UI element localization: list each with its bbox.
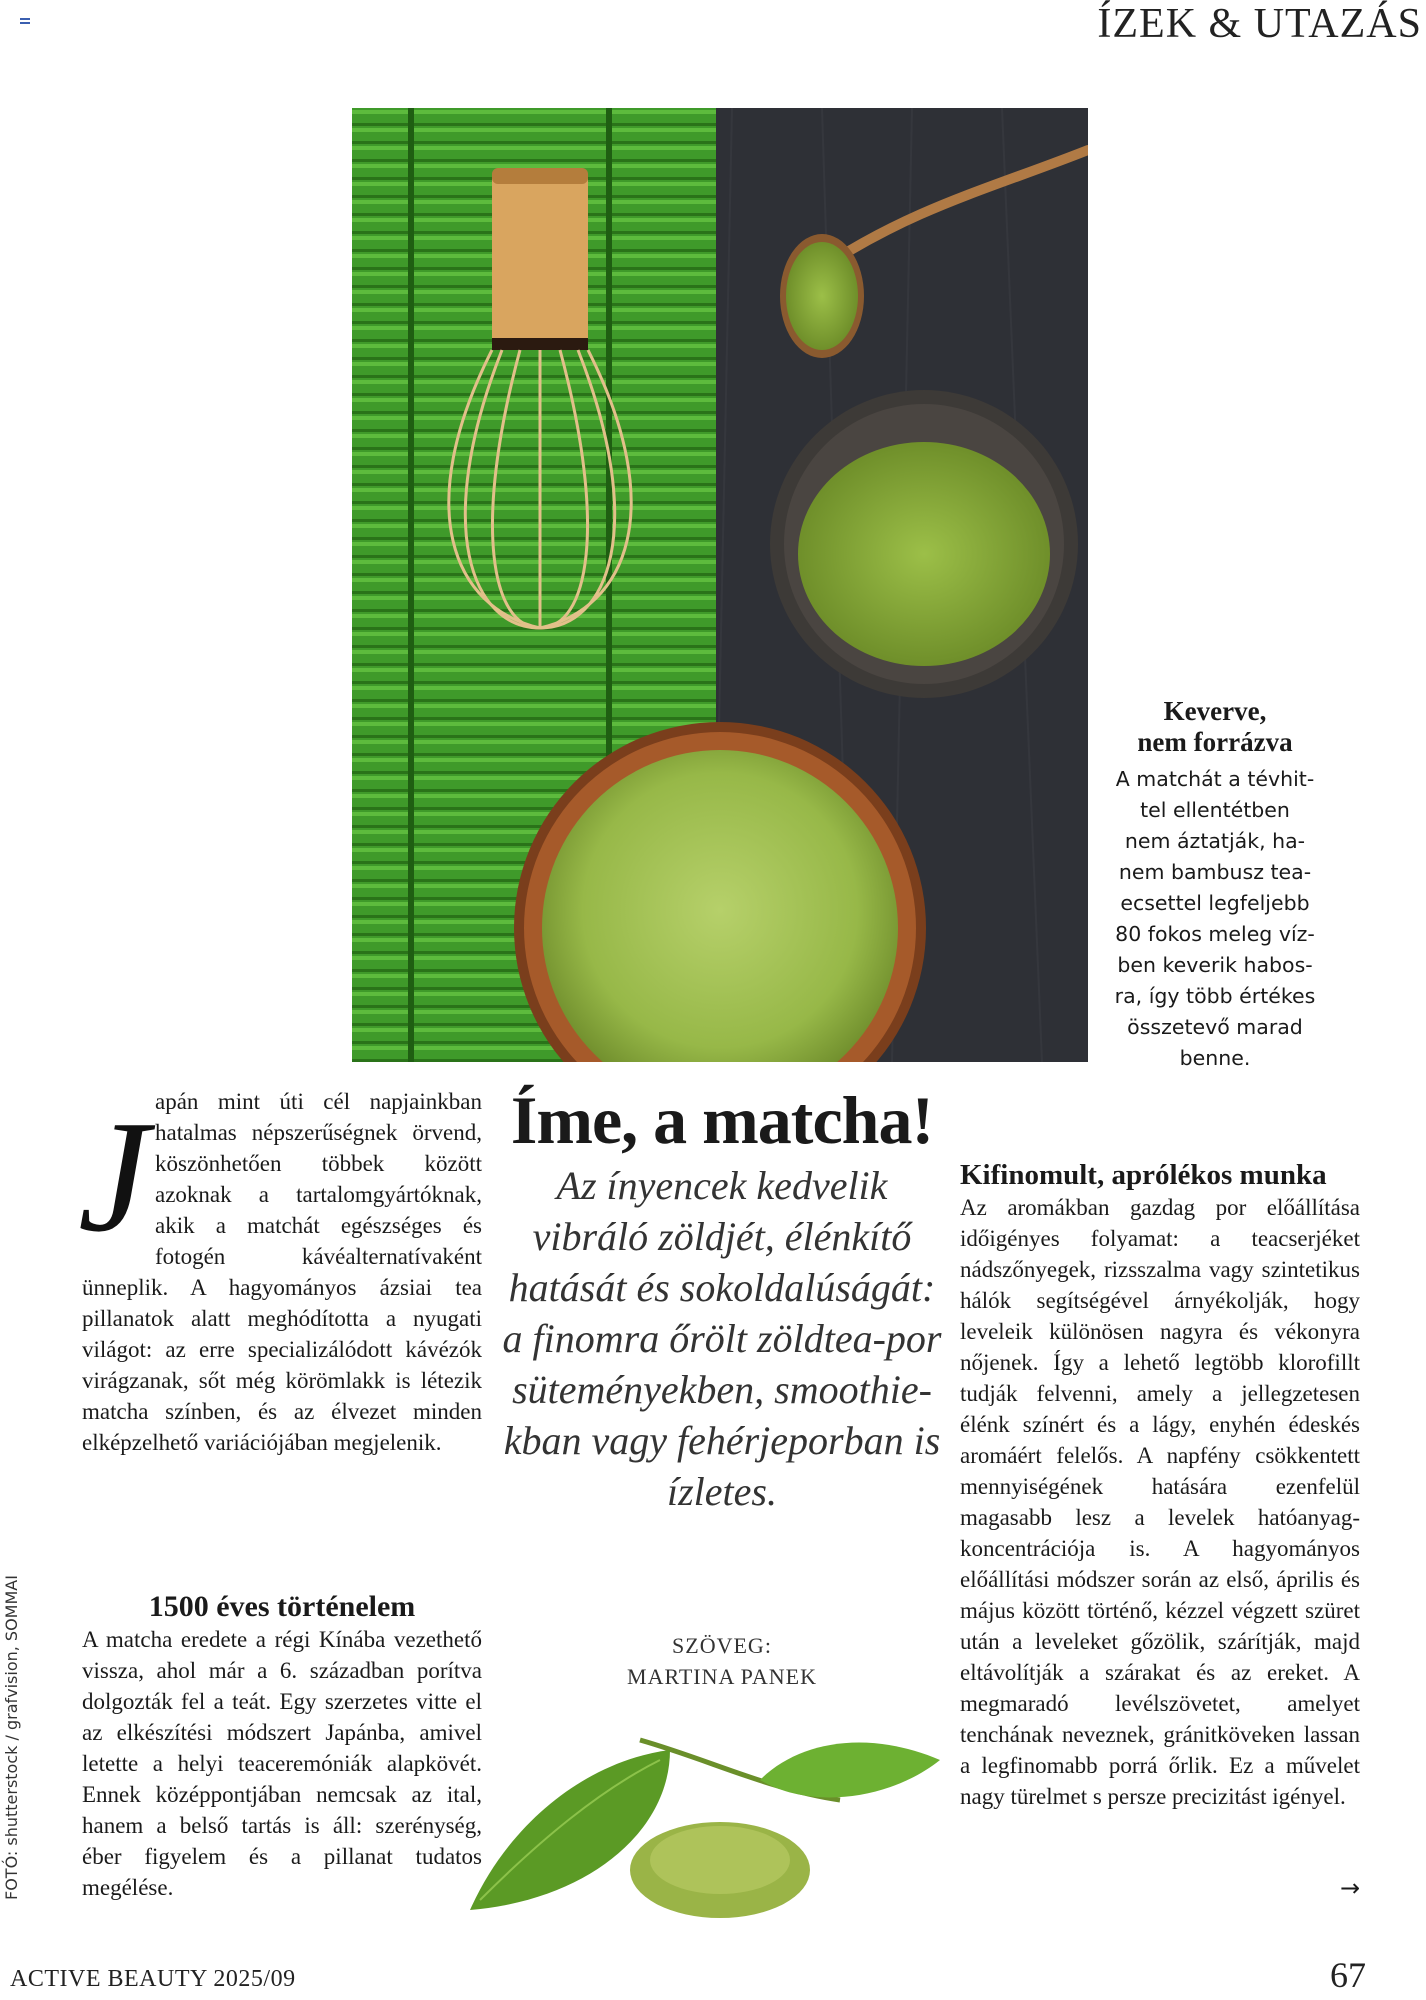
article-title: Íme, a matcha!: [510, 1082, 934, 1158]
article-lede: Az ínyencek kedvelik vibráló zöldjét, élénkítő hatását és sokoldalúságát: a finomra őrölt zöldtea-por süteményekben, smoothie-kban vagy fehérjeporban is ízletes.: [502, 1163, 942, 1514]
tea-leaves-illustration: [470, 1720, 950, 1920]
history-section: [82, 1590, 482, 1903]
caption-line: ecsettel legfeljebb: [1120, 891, 1310, 915]
production-heading: Kifinomult, aprólékos munka: [960, 1159, 1327, 1191]
intro-column: [78, 1086, 482, 1458]
caption-title-line-1: Keverve,: [1163, 696, 1267, 726]
main-photo: [352, 108, 1088, 1062]
photo-credit: FOTÓ: shutterstock / grafvision, SOMMAI: [2, 1575, 21, 1900]
byline: [500, 1630, 944, 1692]
caption-line: ben keverik habos-: [1117, 953, 1313, 977]
photo-caption: [1104, 696, 1326, 1074]
caption-title-line-2: nem forrázva: [1137, 727, 1293, 757]
continue-arrow-icon: →: [1340, 1874, 1361, 1902]
magazine-issue: ACTIVE BEAUTY 2025/09: [10, 1966, 296, 1992]
caption-title: [1104, 696, 1326, 758]
matcha-whisk-bowls-photo: [352, 108, 1088, 1062]
intro-paragraph: [78, 1086, 482, 1458]
corner-mark: [20, 18, 30, 26]
section-tag: ÍZEK & UTAZÁS: [1097, 1, 1422, 47]
caption-line: ra, így több értékes: [1114, 984, 1316, 1008]
caption-line: nem áztatják, ha-: [1124, 829, 1306, 853]
page-number: 67: [1330, 1955, 1366, 1995]
caption-body: [1104, 764, 1326, 1074]
caption-line: 80 fokos meleg víz-: [1115, 922, 1315, 946]
production-body: Az aromákban gazdag por előállítása időigényes folyamat: a teacserjéket nádszőnyegek, rizsszalma vagy szintetikus hálók segítségével árnyékolják, hogy leveleik különösen nagyra és vékonyra nőjenek. Így a lehető legtöbb klorofillt tudják felvenni, amely a jellegzetesen élénk színért és a lágy, enyhén édeskés aromáért felelős. A napfény csökkentett mennyiségének hatására ezenfelül magasabb lesz a levelek hatóanyag-koncentrációja is. A hagyományos előállítási módszer során az első, április és május között történő, kézzel végzett szüret után a leveleket gőzölik, szárítják, majd eltávolítják a szárakat és az ereket. A megmaradó levélszövetet, amelyet tenchának neveznek, gránitköveken lassan a legfinomabb porrá őrlik. Ez a művelet nagy türelmet s persze precizitást igényel.: [960, 1195, 1360, 1809]
byline-name: MARTINA PANEK: [627, 1664, 817, 1689]
byline-label: SZÖVEG:: [672, 1633, 772, 1658]
intro-text: apán mint úti cél napjainkban hatalmas népszerűségnek örvend, köszönhetően többek között azoknak a tartalomgyártóknak, akik a matchát egészséges és fotogén kávéalternatívaként ünneplik. A hagyományos ázsiai tea pillanatok alatt meghódította a nyugati világot: az erre specializálódott kávézók virágzanak, sőt még körömlakk is létezik matcha színben, és az élvezet minden elképzelhető variációjában megjelenik.: [82, 1089, 482, 1455]
production-section: [960, 1158, 1360, 1812]
caption-line: összetevő marad: [1127, 1015, 1303, 1039]
caption-line: benne.: [1179, 1046, 1251, 1070]
caption-line: tel ellentétben: [1140, 798, 1290, 822]
caption-line: A matchát a tévhit-: [1115, 767, 1315, 791]
history-body: A matcha eredete a régi Kínába vezethető vissza, ahol már a 6. században porítva dolgozták fel a teát. Egy szerzetes vitte el az elkészítési módszert Japánba, amivel letette a helyi teaceremóniák alapkövét. Ennek középpontjában nemcsak az ital, hanem a belső tartás is áll: szerénység, éber figyelem és a pillanat tudatos megélése.: [82, 1627, 482, 1900]
drop-cap: J: [78, 1087, 150, 1265]
caption-line: nem bambusz tea-: [1118, 860, 1312, 884]
history-heading: 1500 éves történelem: [148, 1590, 416, 1623]
